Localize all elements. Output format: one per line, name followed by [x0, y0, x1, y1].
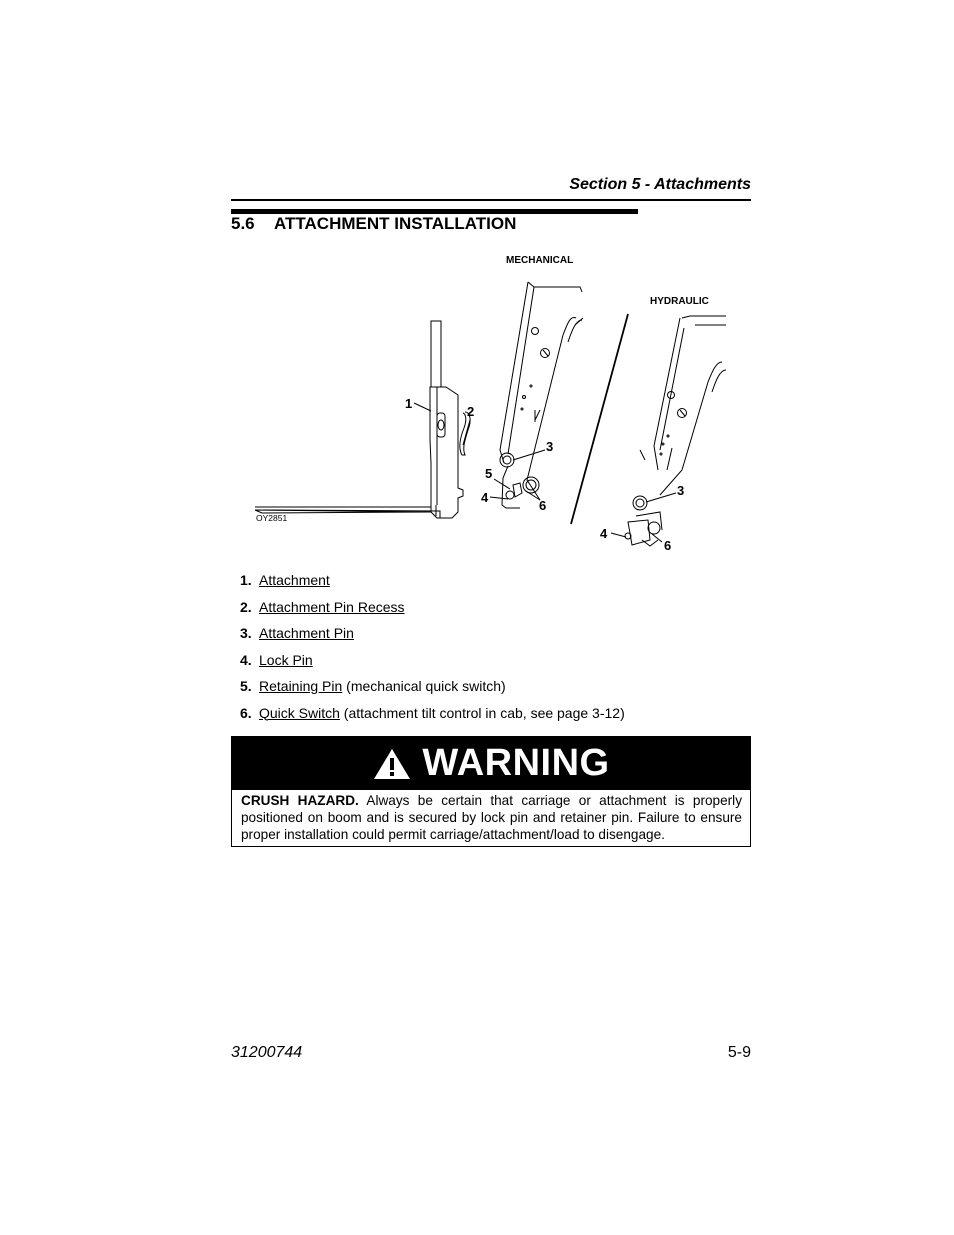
legend-term: Quick Switch: [259, 704, 340, 721]
legend-note: (mechanical quick switch): [342, 678, 506, 694]
warning-header: [232, 737, 750, 790]
legend-list: [240, 571, 625, 730]
callout-2: 2: [467, 404, 475, 419]
section-number: 5.6: [231, 214, 255, 233]
legend-item: 2. Attachment Pin Recess: [240, 598, 405, 615]
legend-term: Attachment Pin: [259, 625, 354, 641]
page-number: 5-9: [727, 1044, 751, 1061]
legend-term: Attachment: [259, 572, 330, 588]
callout-1: 1: [405, 396, 413, 411]
warning-message: [232, 790, 750, 843]
warning-triangle-icon: [372, 747, 412, 781]
mechanical-boom-drawing: [500, 282, 583, 508]
warning-title: WARNING: [422, 742, 610, 784]
document-number: 31200744: [231, 1044, 303, 1061]
callout-6-hydraulic: 6: [664, 538, 672, 553]
warning-body: Always be certain that carriage or attachment is properly positioned on boom and is secured by lock pin and retainer pin. Failure to ensure proper installation could permit carriage/attachment/load to disengage.: [241, 793, 742, 842]
legend-item: 4. Lock Pin: [240, 651, 313, 668]
warning-lead: CRUSH HAZARD.: [241, 793, 359, 808]
header-rule: [231, 199, 751, 201]
legend-term: Retaining Pin: [259, 678, 343, 694]
diagram-divider: [571, 314, 628, 524]
label-mechanical: MECHANICAL: [506, 255, 574, 266]
page-title: [231, 214, 516, 234]
legend-item: 3. Attachment Pin: [240, 625, 354, 641]
warning-box: [231, 736, 751, 847]
callout-5: 5: [485, 466, 493, 481]
legend-term: Attachment Pin Recess: [259, 598, 405, 615]
legend-item: 6. Quick Switch (attachment tilt control in cab, see page 3-12): [240, 704, 625, 721]
callout-4-mechanical: 4: [481, 490, 489, 505]
label-hydraulic: HYDRAULIC: [650, 296, 709, 307]
callout-4-hydraulic: 4: [600, 526, 608, 541]
callout-3-mechanical: 3: [546, 439, 554, 454]
figure-id: OY2851: [256, 513, 288, 523]
callout-6-mechanical: 6: [539, 498, 547, 513]
hydraulic-boom-drawing: [625, 316, 726, 546]
callout-3-hydraulic: 3: [677, 483, 685, 498]
legend-item: 5. Retaining Pin (mechanical quick switch): [240, 678, 506, 694]
fork-attachment-drawing: [255, 321, 470, 518]
legend-item: 1. Attachment: [240, 572, 330, 588]
legend-term: Lock Pin: [259, 651, 313, 668]
legend-note: (attachment tilt control in cab, see page 3-12): [339, 704, 625, 721]
section-title-text: ATTACHMENT INSTALLATION: [274, 214, 517, 233]
section-header: Section 5 - Attachments: [569, 176, 751, 193]
